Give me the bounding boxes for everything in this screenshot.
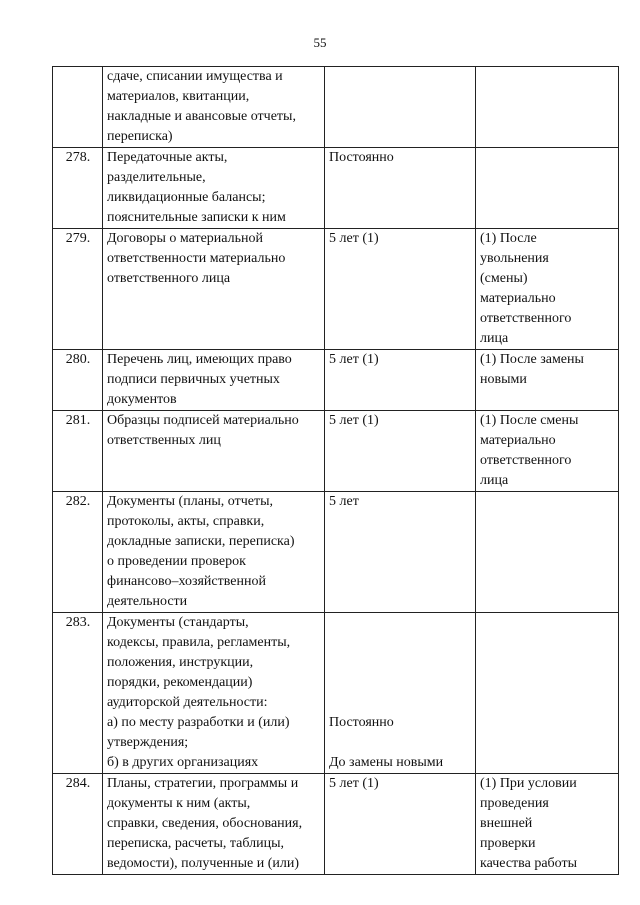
cell-line: 5 лет (1): [329, 231, 379, 246]
cell-line: (смены): [480, 271, 528, 286]
table-row: [53, 774, 619, 875]
document-title-cell: [103, 148, 325, 229]
cell-line: документов: [107, 392, 177, 407]
cell-line: переписка, расчеты, таблицы,: [107, 836, 285, 851]
cell-line: (1) При условии: [480, 776, 577, 791]
retention-term-cell: [325, 492, 476, 613]
cell-line: утверждения;: [107, 735, 189, 750]
records-table: [52, 66, 619, 875]
cell-line: [329, 733, 472, 753]
cell-line: качества работы: [480, 856, 577, 871]
document-title-cell: [103, 350, 325, 411]
cell-line: о проведении проверок: [107, 554, 246, 569]
cell-line: лица: [480, 473, 509, 488]
document-title-cell: [103, 613, 325, 774]
table-row: [53, 411, 619, 492]
cell-line: ответственного лица: [107, 271, 231, 286]
cell-line: Постоянно: [329, 715, 394, 730]
row-number: 283.: [53, 613, 103, 774]
note-cell: [476, 67, 619, 148]
cell-line: пояснительные записки к ним: [107, 210, 286, 225]
cell-line: материально: [480, 291, 556, 306]
cell-line: аудиторской деятельности:: [107, 695, 268, 710]
table-row: [53, 350, 619, 411]
cell-line: Перечень лиц, имеющих право: [107, 352, 292, 367]
document-title-cell: [103, 774, 325, 875]
cell-line: [329, 653, 472, 673]
cell-line: подписи первичных учетных: [107, 372, 280, 387]
cell-line: Образцы подписей материально: [107, 413, 299, 428]
cell-line: ответственного: [480, 453, 572, 468]
cell-line: протоколы, акты, справки,: [107, 514, 265, 529]
cell-line: [329, 673, 472, 693]
note-cell: [476, 774, 619, 875]
cell-line: сдаче, списании имущества и: [107, 69, 283, 84]
row-number: 279.: [53, 229, 103, 350]
cell-line: ведомости), полученные и (или): [107, 856, 300, 871]
cell-line: Передаточные акты,: [107, 150, 228, 165]
table-row: [53, 229, 619, 350]
cell-line: [329, 613, 472, 633]
row-number: 282.: [53, 492, 103, 613]
cell-line: [329, 633, 472, 653]
cell-line: 5 лет (1): [329, 413, 379, 428]
table-row: [53, 492, 619, 613]
retention-term-cell: [325, 411, 476, 492]
cell-line: внешней: [480, 816, 533, 831]
cell-line: Договоры о материальной: [107, 231, 263, 246]
table-row: [53, 613, 619, 774]
retention-term-cell: [325, 613, 476, 774]
cell-line: материально: [480, 433, 556, 448]
cell-line: разделительные,: [107, 170, 206, 185]
row-number: 281.: [53, 411, 103, 492]
document-title-cell: [103, 229, 325, 350]
cell-line: порядки, рекомендации): [107, 675, 253, 690]
cell-line: б) в других организациях: [107, 755, 259, 770]
retention-term-cell: [325, 774, 476, 875]
cell-line: 5 лет (1): [329, 352, 379, 367]
row-number: [53, 67, 103, 148]
cell-line: [329, 693, 472, 713]
cell-line: материалов, квитанции,: [107, 89, 250, 104]
cell-line: положения, инструкции,: [107, 655, 254, 670]
document-title-cell: [103, 411, 325, 492]
retention-term-cell: [325, 148, 476, 229]
cell-line: ответственного: [480, 311, 572, 326]
cell-line: (1) После: [480, 231, 537, 246]
cell-line: проверки: [480, 836, 536, 851]
retention-term-cell: [325, 229, 476, 350]
note-cell: [476, 613, 619, 774]
cell-line: финансово–хозяйственной: [107, 574, 266, 589]
cell-line: увольнения: [480, 251, 549, 266]
retention-term-cell: [325, 350, 476, 411]
cell-line: справки, сведения, обоснования,: [107, 816, 303, 831]
cell-line: кодексы, правила, регламенты,: [107, 635, 291, 650]
cell-line: До замены новыми: [329, 755, 444, 770]
document-title-cell: [103, 492, 325, 613]
cell-line: накладные и авансовые отчеты,: [107, 109, 296, 124]
cell-line: 5 лет: [329, 494, 359, 509]
row-number: 278.: [53, 148, 103, 229]
cell-line: Постоянно: [329, 150, 394, 165]
note-cell: [476, 229, 619, 350]
cell-line: 5 лет (1): [329, 776, 379, 791]
cell-line: новыми: [480, 372, 527, 387]
cell-line: ликвидационные балансы;: [107, 190, 266, 205]
cell-line: Документы (стандарты,: [107, 615, 249, 630]
cell-line: лица: [480, 331, 509, 346]
cell-line: ответственности материально: [107, 251, 286, 266]
note-cell: [476, 350, 619, 411]
note-cell: [476, 492, 619, 613]
cell-line: а) по месту разработки и (или): [107, 715, 290, 730]
cell-line: Планы, стратегии, программы и: [107, 776, 299, 791]
row-number: 280.: [53, 350, 103, 411]
document-title-cell: [103, 67, 325, 148]
cell-line: документы к ним (акты,: [107, 796, 251, 811]
cell-line: Документы (планы, отчеты,: [107, 494, 274, 509]
cell-line: деятельности: [107, 594, 188, 609]
cell-line: переписка): [107, 129, 173, 144]
retention-term-cell: [325, 67, 476, 148]
cell-line: проведения: [480, 796, 549, 811]
cell-line: (1) После смены: [480, 413, 579, 428]
note-cell: [476, 148, 619, 229]
cell-line: (1) После замены: [480, 352, 584, 367]
table-row: [53, 67, 619, 148]
note-cell: [476, 411, 619, 492]
table-row: [53, 148, 619, 229]
cell-line: ответственных лиц: [107, 433, 221, 448]
cell-line: докладные записки, переписка): [107, 534, 295, 549]
page-number: 55: [313, 35, 327, 50]
row-number: 284.: [53, 774, 103, 875]
